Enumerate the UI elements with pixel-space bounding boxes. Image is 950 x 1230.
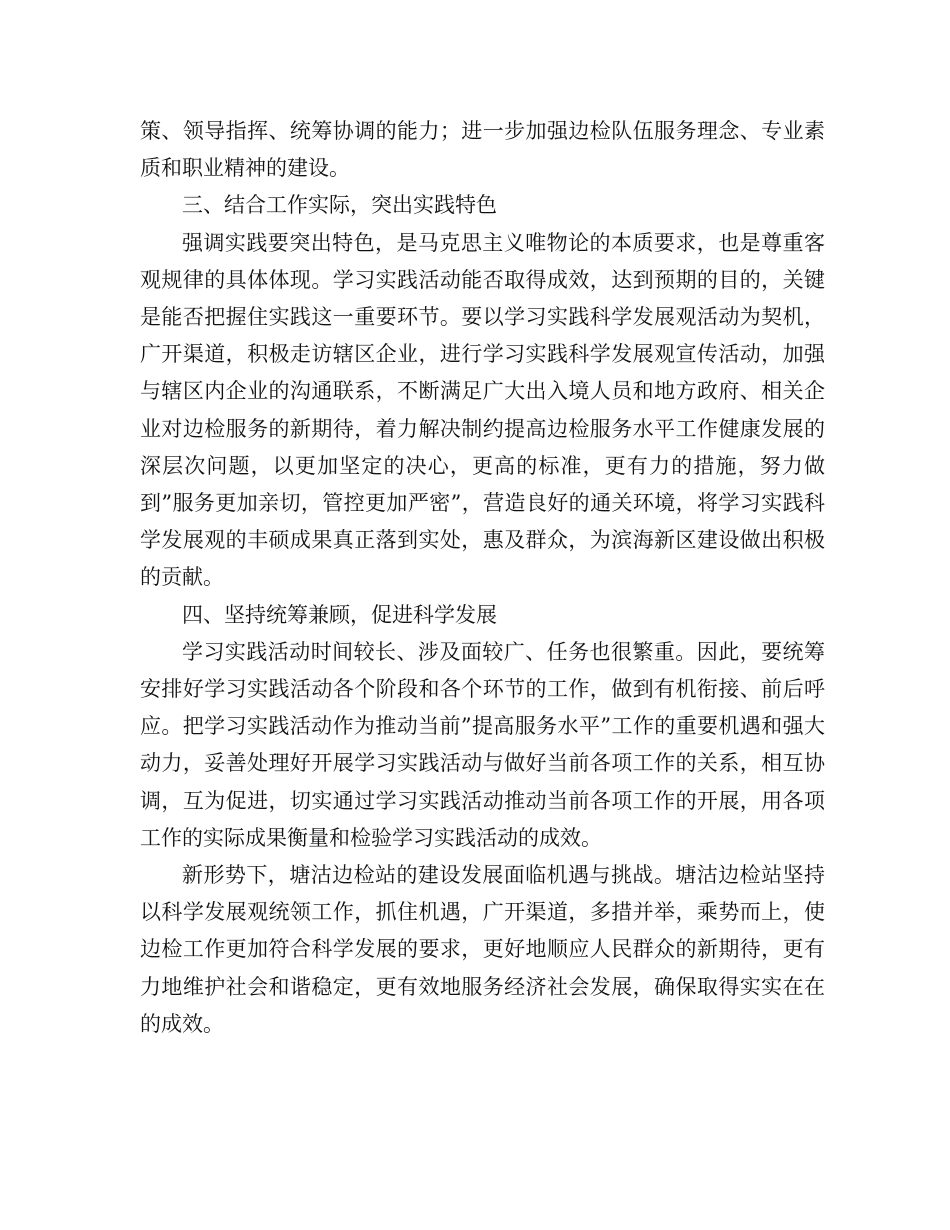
document-body [140,113,825,1043]
paragraph-section-4-body: 学习实践活动时间较长、涉及面较广、任务也很繁重。因此，要统筹安排好学习实践活动各个阶段和各个环节的工作，做到有机衔接、前后呼应。把学习实践活动作为推动当前”提高服务水平”工作的重要机遇和强大动力，妥善处理好开展学习实践活动与做好当前各项工作的关系，相互协调，互为促进，切实通过学习实践活动推动当前各项工作的开展，用各项工作的实际成果衡量和检验学习实践活动的成效。 [140,639,825,850]
section-heading-3: 三、结合工作实际，突出实践特色 [182,193,497,218]
paragraph-conclusion: 新形势下，塘沽边检站的建设发展面临机遇与挑战。塘沽边检站坚持以科学发展观统领工作，抓住机遇，广开渠道，多措并举，乘势而上，使边检工作更加符合科学发展的要求，更好地顺应人民群众的新期待，更有力地维护社会和谐稳定，更有效地服务经济社会发展，确保取得实实在在的成效。 [140,863,825,1036]
paragraph-continuation: 策、领导指挥、统筹协调的能力；进一步加强边检队伍服务理念、专业素质和职业精神的建设。 [140,119,825,181]
section-heading-4: 四、坚持统筹兼顾，促进科学发展 [182,602,497,627]
paragraph-section-3-body: 强调实践要突出特色，是马克思主义唯物论的本质要求，也是尊重客观规律的具体体现。学习实践活动能否取得成效，达到预期的目的，关键是能否把握住实践这一重要环节。要以学习实践科学发展观活动为契机，广开渠道，积极走访辖区企业，进行学习实践科学发展观宣传活动，加强与辖区内企业的沟通联系，不断满足广大出入境人员和地方政府、相关企业对边检服务的新期待，着力解决制约提高边检服务水平工作健康发展的深层次问题，以更加坚定的决心，更高的标准，更有力的措施，努力做到”服务更加亲切，管控更加严密”，营造良好的通关环境，将学习实践科学发展观的丰硕成果真正落到实处，惠及群众，为滨海新区建设做出积极的贡献。 [140,230,825,590]
